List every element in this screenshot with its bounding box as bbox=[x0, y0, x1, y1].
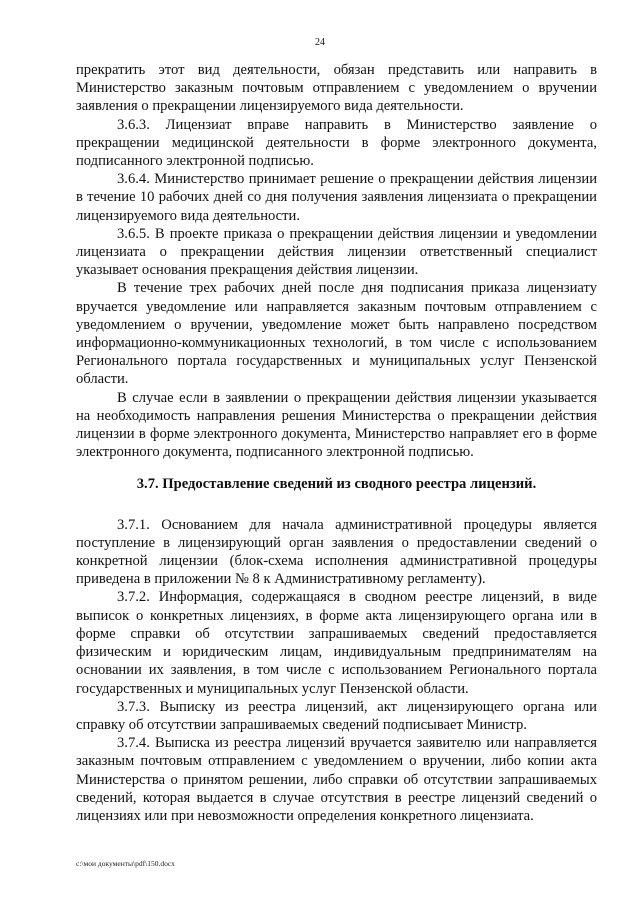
paragraph-3-7-1: 3.7.1. Основанием для начала административной процедуры является поступление в лицензирующий орган заявления о предоставлении сведений о конкретной лицензии (блок-схема исполнения административной процедуры приведена в приложении № 8 к Административному регламенту). bbox=[76, 516, 597, 588]
document-body bbox=[76, 61, 597, 825]
paragraph-3-6-3: 3.6.3. Лицензиат вправе направить в Министерство заявление о прекращении медицинской деятельности в форме электронного документа, подписанного электронной подписью. bbox=[76, 116, 597, 170]
paragraph-3-6-4: 3.6.4. Министерство принимает решение о прекращении действия лицензии в течение 10 рабочих дней со дня получения заявления лицензиата о прекращении лицензируемого вида деятельности. bbox=[76, 171, 597, 224]
paragraph: В случае если в заявлении о прекращении действия лицензии указывается на необходимость направления решения Министерства о прекращении действия лицензии в форме электронного документа, Министерство направляет его в форме электронного документа, подписанного электронной подписью. bbox=[76, 389, 597, 461]
page-number: 24 bbox=[315, 37, 325, 48]
paragraph-3-7-4: 3.7.4. Выписка из реестра лицензий вручается заявителю или направляется заказным почтовым отправлением с уведомлением о вручении, либо копии акта Министерства о принятом решении, либо справки об отсутствии запрашиваемых сведений, которая выдается в случае отсутствия в реестре лицензий сведений о лицензиях или при невозможности определения конкретного лицензиата. bbox=[76, 735, 597, 824]
footer-file-path: c:\мои документы\pdf\150.docx bbox=[76, 859, 175, 868]
paragraph: В течение трех рабочих дней после дня подписания приказа лицензиату вручается уведомление или направляется заказным почтовым отправлением с уведомлением о вручении, уведомление может быть направлено посредством информационно-коммуникационных технологий, в том числе с использованием Регионального портала государственных и муниципальных услуг Пензенской области. bbox=[76, 280, 597, 388]
paragraph-3-7-3: 3.7.3. Выписку из реестра лицензий, акт лицензирующего органа или справку об отсутствии запрашиваемых сведений подписывает Министр. bbox=[76, 698, 597, 733]
paragraph: прекратить этот вид деятельности, обязан представить или направить в Министерство заказным почтовым отправлением с уведомлением о вручении заявления о прекращении лицензируемого вида деятельности. bbox=[76, 62, 597, 115]
paragraph-3-6-5: 3.6.5. В проекте приказа о прекращении действия лицензии и уведомлении лицензиата о прекращении действия лицензии ответственный специалист указывает основания прекращения действия лицензии. bbox=[76, 225, 597, 279]
section-heading: 3.7. Предоставление сведений из сводного реестра лицензий. bbox=[136, 476, 537, 493]
paragraph-3-7-2: 3.7.2. Информация, содержащаяся в сводном реестре лицензий, в виде выписок о конкретных лицензиях, в форме акта лицензирующего органа или в форме справки об отсутствии запрашиваемых сведений предоставляется физическим и юридическим лицам, индивидуальным предпринимателям на основании их заявления, в том числе с использованием Регионального портала государственных и муниципальных услуг Пензенской области. bbox=[76, 589, 597, 697]
